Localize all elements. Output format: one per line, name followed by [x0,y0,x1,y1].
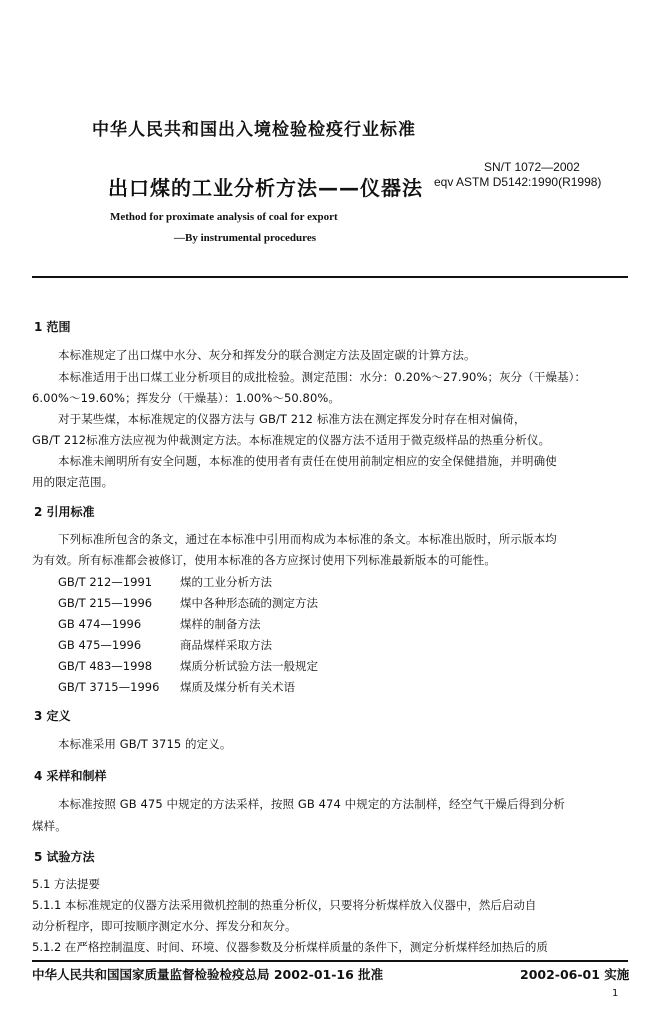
reference-item [58,637,272,653]
approval-statement: 中华人民共和国国家质量监督检验检疫总局 2002-01-16 批准 [32,967,384,982]
reference-code: GB 475—1996 [58,638,142,652]
section-5-heading: 5 试验方法 [34,850,95,864]
reference-item [58,574,272,590]
page-number: 1 [612,988,619,999]
reference-code: GB/T 483—1998 [58,659,153,673]
reference-title: 煤质分析试验方法一般规定 [180,659,318,673]
footer-divider [32,960,628,962]
english-title-line1: Method for proximate analysis of coal for export [110,211,338,223]
reference-item [58,595,318,611]
reference-code: GB 474—1996 [58,617,142,631]
section-2-intro-line-2: 为有效。所有标准都会被修订，使用本标准的各方应探讨使用下列标准最新版本的可能性。 [32,553,496,567]
section-5-1-1-line-1: 5.1.1 本标准规定的仪器方法采用微机控制的热重分析仪，只要将分析煤样放入仪器中，然后启动自 [32,898,537,912]
section-2-heading: 2 引用标准 [34,505,95,519]
issuing-organization: 中华人民共和国出入境检验检疫行业标准 [92,120,416,140]
reference-title: 煤质及煤分析有关术语 [180,680,295,694]
section-1-heading: 1 范围 [34,320,71,334]
reference-code: GB/T 215—1996 [58,596,153,610]
reference-title: 煤中各种形态硫的测定方法 [180,596,318,610]
reference-title: 煤的工业分析方法 [180,575,272,589]
section-5-1-2-line-1: 5.1.2 在严格控制温度、时间、环境、仪器参数及分析煤样质量的条件下，测定分析煤样经加热后的质 [32,940,548,954]
reference-item [58,616,261,632]
document-title: 出口煤的工业分析方法——仪器法 [108,176,423,200]
reference-item [58,679,295,695]
section-1-paragraph-4-line-2: 用的限定范围。 [32,475,114,489]
reference-code: GB/T 212—1991 [58,575,153,589]
header-divider [32,276,628,278]
section-1-paragraph-4-line-1: 本标准未阐明所有安全问题，本标准的使用者有责任在使用前制定相应的安全保健措施，并明确使 [58,454,557,468]
section-1-paragraph-3-line-1: 对于某些煤，本标准规定的仪器方法与 GB/T 212 标准方法在测定挥发分时存在相对偏倚， [58,412,526,426]
english-title-line2: —By instrumental procedures [174,232,316,244]
effective-date: 2002-06-01 实施 [520,967,630,982]
section-5-1-1-line-2: 动分析程序，即可按顺序测定水分、挥发分和灰分。 [32,919,297,933]
section-1-paragraph-2-line-1: 本标准适用于出口煤工业分析项目的成批检验。测定范围：水分：0.20%～27.90%；灰分（干燥基）： [58,370,587,384]
section-2-intro-line-1: 下列标准所包含的条文，通过在本标准中引用而构成为本标准的条文。本标准出版时，所示版本均 [58,532,557,546]
reference-title: 商品煤样采取方法 [180,638,272,652]
section-1-paragraph-1: 本标准规定了出口煤中水分、灰分和挥发分的联合测定方法及固定碳的计算方法。 [58,348,476,362]
section-4-heading: 4 采样和制样 [34,769,107,783]
section-3-paragraph: 本标准采用 GB/T 3715 的定义。 [58,737,232,751]
standard-number: SN/T 1072—2002 [484,160,580,174]
section-5-1-heading: 5.1 方法提要 [32,877,100,891]
reference-title: 煤样的制备方法 [180,617,261,631]
standard-equivalence: eqv ASTM D5142:1990(R1998) [434,175,602,189]
section-1-paragraph-3-line-2: GB/T 212标准方法应视为仲裁测定方法。本标准规定的仪器方法不适用于微克级样品的热重分析仪。 [32,433,551,447]
reference-item [58,658,318,674]
section-3-heading: 3 定义 [34,709,71,723]
section-1-paragraph-2-line-2: 6.00%～19.60%；挥发分（干燥基）：1.00%～50.80%。 [32,391,341,405]
reference-code: GB/T 3715—1996 [58,680,160,694]
section-4-paragraph-line-1: 本标准按照 GB 475 中规定的方法采样，按照 GB 474 中规定的方法制样，经空气干燥后得到分析 [58,797,566,811]
section-4-paragraph-line-2: 煤样。 [32,819,67,833]
